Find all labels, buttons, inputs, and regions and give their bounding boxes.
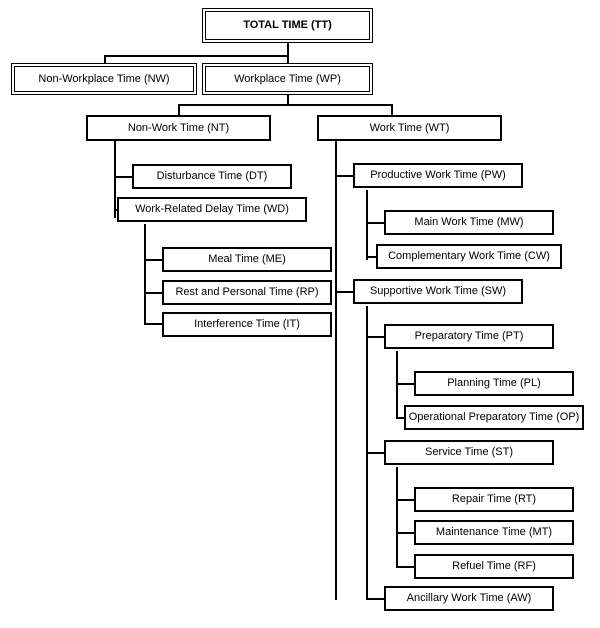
connector-tt-bar	[104, 55, 288, 57]
node-preparatory-time-label: Preparatory Time (PT)	[414, 330, 524, 343]
node-supportive-work-time-label: Supportive Work Time (SW)	[369, 285, 507, 298]
node-operational-preparatory-time-label: Operational Preparatory Time (OP)	[408, 411, 580, 424]
node-productive-work-time-label: Productive Work Time (PW)	[370, 169, 506, 182]
node-workplace-time[interactable]	[205, 66, 370, 92]
node-workplace-time-label: Workplace Time (WP)	[234, 72, 341, 85]
node-repair-time-label: Repair Time (RT)	[451, 493, 537, 506]
node-maintenance-time-label: Maintenance Time (MT)	[435, 526, 553, 539]
node-meal-time[interactable]	[162, 247, 332, 272]
node-service-time-label: Service Time (ST)	[424, 446, 513, 459]
connector-wt-sw	[335, 291, 353, 293]
node-refuel-time[interactable]	[414, 554, 574, 579]
connector-nt-dt	[114, 176, 132, 178]
node-non-work-time-label: Non-Work Time (NT)	[127, 121, 230, 134]
node-total-time[interactable]	[205, 11, 370, 40]
node-work-time[interactable]	[317, 115, 502, 141]
node-work-time-label: Work Time (WT)	[369, 121, 450, 134]
node-refuel-time-label: Refuel Time (RF)	[452, 560, 536, 573]
connector-pw-spine	[366, 190, 368, 260]
connector-sw-aw	[366, 598, 384, 600]
connector-wt-spine	[335, 140, 337, 600]
connector-pt-pl	[396, 383, 414, 385]
node-disturbance-time-label: Disturbance Time (DT)	[156, 170, 268, 183]
connector-wp-down2	[287, 91, 289, 105]
node-meal-time-label: Meal Time (ME)	[208, 253, 286, 266]
node-ancillary-work-time-label: Ancillary Work Time (AW)	[406, 592, 532, 605]
connector-wd-it	[144, 323, 162, 325]
connector-wt-pw	[335, 175, 353, 177]
connector-st-rt	[396, 499, 414, 501]
node-disturbance-time[interactable]	[132, 164, 292, 189]
connector-st-rf	[396, 566, 414, 568]
node-interference-time[interactable]	[162, 312, 332, 337]
node-non-work-time[interactable]	[86, 115, 271, 141]
connector-st-mt	[396, 532, 414, 534]
node-complementary-work-time[interactable]	[376, 244, 562, 269]
connector-sw-pt	[366, 336, 384, 338]
connector-st-spine	[396, 467, 398, 567]
node-maintenance-time[interactable]	[414, 520, 574, 545]
connector-wp-bar	[178, 104, 392, 106]
node-productive-work-time[interactable]	[353, 163, 523, 188]
node-work-related-delay-time-label: Work-Related Delay Time (WD)	[135, 203, 289, 216]
node-total-time-label: TOTAL TIME (TT)	[243, 19, 332, 32]
node-non-workplace-time-label: Non-Workplace Time (NW)	[38, 72, 170, 85]
node-non-workplace-time[interactable]	[14, 66, 194, 92]
node-rest-and-personal-time-label: Rest and Personal Time (RP)	[175, 286, 319, 299]
node-main-work-time[interactable]	[384, 210, 554, 235]
connector-wd-spine	[144, 224, 146, 324]
node-planning-time[interactable]	[414, 371, 574, 396]
node-complementary-work-time-label: Complementary Work Time (CW)	[388, 250, 550, 263]
node-rest-and-personal-time[interactable]	[162, 280, 332, 305]
connector-pw-mw	[366, 222, 384, 224]
node-operational-preparatory-time[interactable]	[404, 405, 584, 430]
connector-nt-spine	[114, 140, 116, 218]
node-service-time[interactable]	[384, 440, 554, 465]
node-repair-time[interactable]	[414, 487, 574, 512]
connector-wd-me	[144, 259, 162, 261]
node-work-related-delay-time[interactable]	[117, 197, 307, 222]
connector-wd-rp	[144, 292, 162, 294]
node-interference-time-label: Interference Time (IT)	[194, 318, 300, 331]
node-supportive-work-time[interactable]	[353, 279, 523, 304]
node-ancillary-work-time[interactable]	[384, 586, 554, 611]
node-main-work-time-label: Main Work Time (MW)	[414, 216, 524, 229]
connector-tt-down	[287, 40, 289, 56]
node-preparatory-time[interactable]	[384, 324, 554, 349]
connector-sw-st	[366, 452, 384, 454]
node-planning-time-label: Planning Time (PL)	[447, 377, 541, 390]
